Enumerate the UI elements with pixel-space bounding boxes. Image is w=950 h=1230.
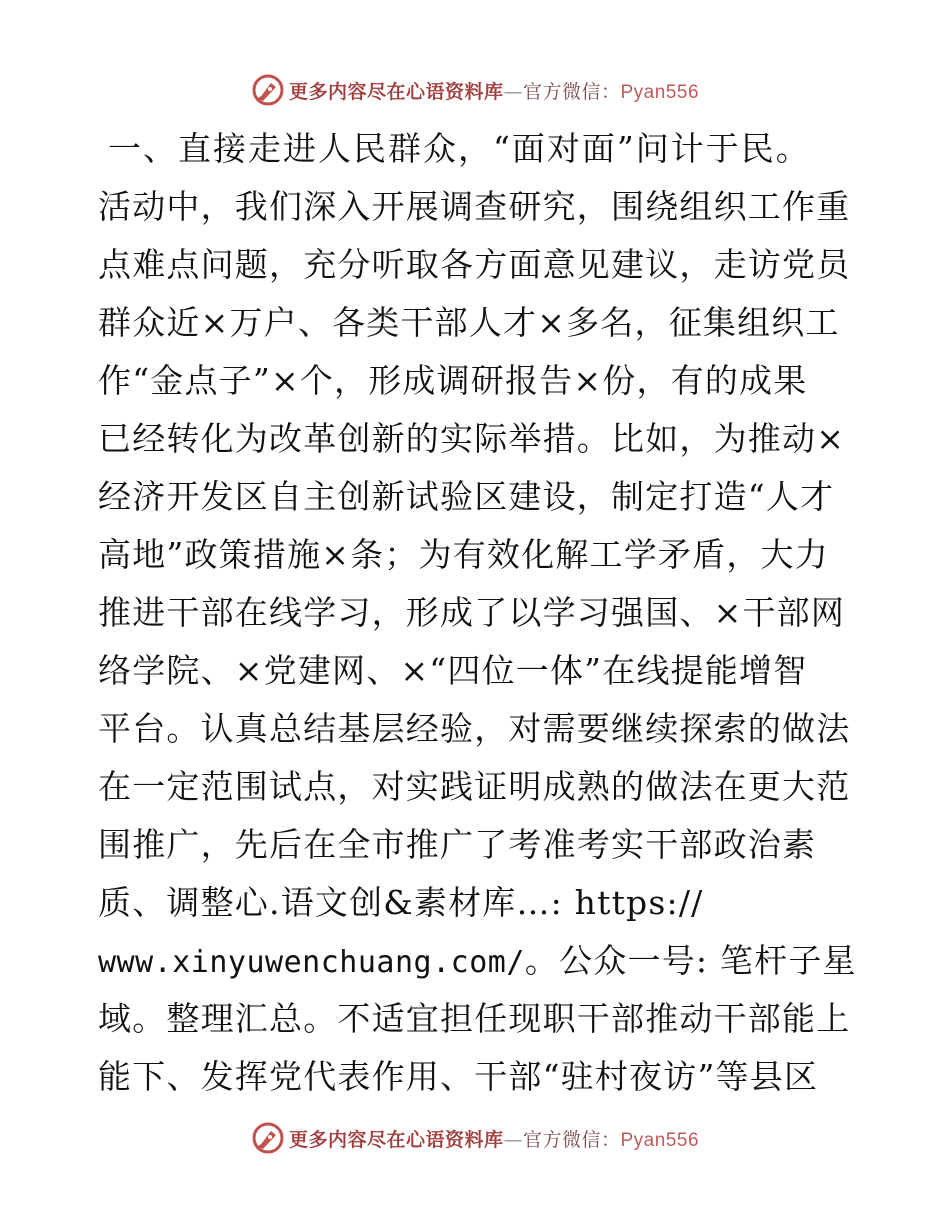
header-watermark [0,70,950,110]
pen-nib-logo-icon [251,1121,285,1155]
paragraph-line: 能下、发挥党代表作用、干部“驻村夜访”等县区 [98,1057,819,1096]
paragraph-line: 已经转化为改革创新的实际举措。比如，为推动× [98,419,846,458]
url-line-rest: 。公众一号: 笔杆子星 [524,941,857,980]
paragraph-line: 作“金点子”×个，形成调研报告×份，有的成果 [98,361,808,400]
paragraph-line: 围推广，先后在全市推广了考准考实干部政治素 [98,825,817,864]
paragraph-line: 域。整理汇总。不适宜担任现职干部推动干部能上 [98,999,851,1038]
paragraph-line: 在一定范围试点，对实践证明成熟的做法在更大范 [98,767,851,806]
paragraph-line-with-url: 质、调整心.语文创&素材库…: https:// [98,883,704,922]
document-body [98,120,858,1106]
watermark-wechat-label: 官方微信： [522,1128,621,1151]
watermark-wechat-id: Pyan556 [620,81,700,103]
paragraph-line: 推进干部在线学习，形成了以学习强国、×干部网 [98,593,846,632]
paragraph-line: 高地”政策措施×条；为有效化解工学矛盾，大力 [98,535,829,574]
paragraph-line: 络学院、×党建网、×“四位一体”在线提能增智 [98,651,808,690]
section-heading: 一、直接走进人民群众，“面对面”问计于民。 [108,129,811,168]
footer-watermark [0,1118,950,1158]
watermark-separator: — [503,1128,523,1151]
watermark-text [289,1125,699,1152]
watermark-text [289,77,699,104]
pen-nib-logo-icon [251,73,285,107]
paragraph-line: 活动中，我们深入开展调查研究，围绕组织工作重 [98,187,851,226]
website-link[interactable]: www.xinyuwenchuang.com/ [98,945,525,980]
paragraph-line: 群众近×万户、各类干部人才×多名，征集组织工 [98,303,840,342]
paragraph-line: 经济开发区自主创新试验区建设，制定打造“人才 [98,477,835,516]
watermark-wechat-id: Pyan556 [620,1129,700,1151]
watermark-library-text: 更多内容尽在心语资料库 [288,80,504,103]
paragraph-line: 点难点问题，充分听取各方面意见建议，走访党员 [98,245,851,284]
url-line [98,932,858,990]
watermark-library-text: 更多内容尽在心语资料库 [288,1128,504,1151]
watermark-wechat-label: 官方微信： [522,80,621,103]
paragraph-line: 平台。认真总结基层经验，对需要继续探索的做法 [98,709,851,748]
watermark-separator: — [503,80,523,103]
